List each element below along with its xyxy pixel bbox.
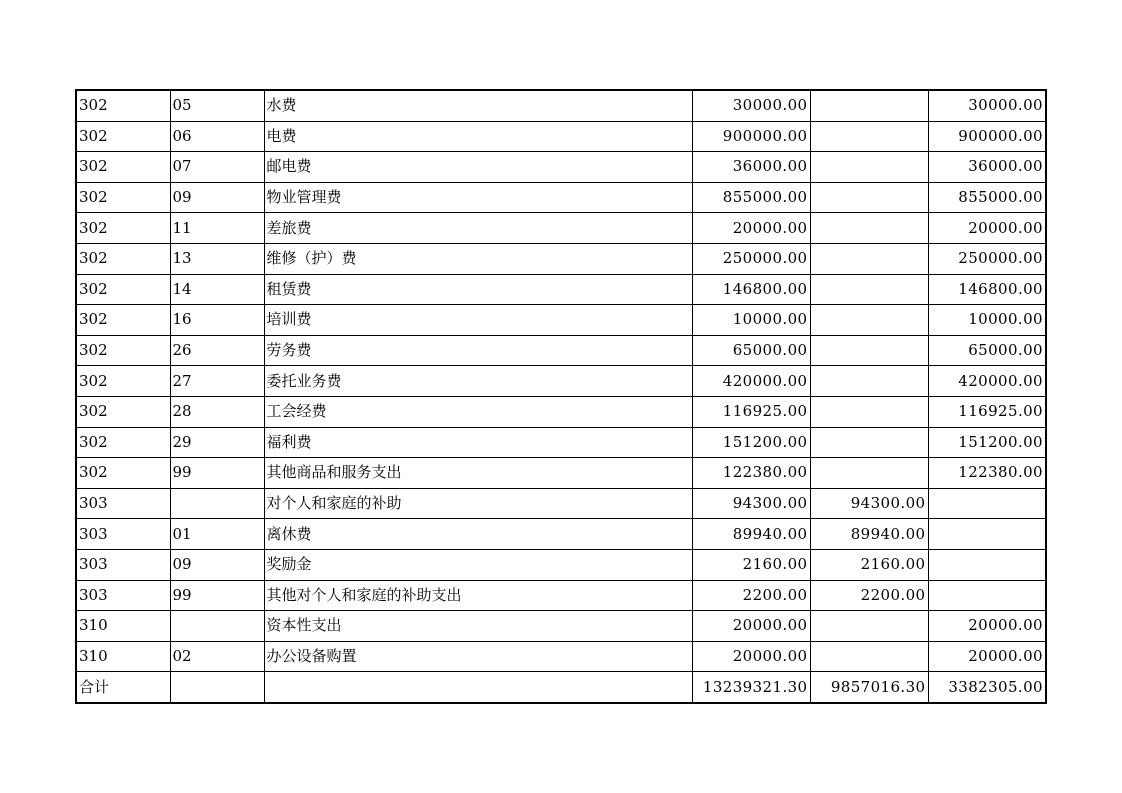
cell-item-code [170, 672, 264, 703]
table-row [76, 458, 1046, 489]
cell-class-code: 302 [76, 182, 170, 213]
cell-project-amount: 151200.00 [928, 427, 1046, 458]
cell-total-amount: 122380.00 [692, 458, 810, 489]
cell-total-amount: 116925.00 [692, 396, 810, 427]
cell-basic-amount [810, 121, 928, 152]
cell-project-amount: 855000.00 [928, 182, 1046, 213]
table-row [76, 213, 1046, 244]
cell-basic-amount [810, 152, 928, 183]
cell-class-code: 302 [76, 152, 170, 183]
cell-item-name: 离休费 [264, 519, 692, 550]
cell-item-name: 劳务费 [264, 335, 692, 366]
cell-item-code: 05 [170, 90, 264, 121]
cell-total-amount: 250000.00 [692, 243, 810, 274]
cell-class-code: 303 [76, 549, 170, 580]
cell-project-amount: 20000.00 [928, 641, 1046, 672]
cell-basic-amount: 9857016.30 [810, 672, 928, 703]
cell-basic-amount [810, 641, 928, 672]
cell-class-code: 302 [76, 121, 170, 152]
cell-project-amount [928, 519, 1046, 550]
table-row [76, 396, 1046, 427]
table-row [76, 243, 1046, 274]
cell-item-name: 维修（护）费 [264, 243, 692, 274]
cell-class-code: 302 [76, 213, 170, 244]
cell-basic-amount [810, 243, 928, 274]
cell-total-amount: 13239321.30 [692, 672, 810, 703]
cell-item-code: 02 [170, 641, 264, 672]
table-row [76, 611, 1046, 642]
cell-basic-amount [810, 427, 928, 458]
cell-item-name: 物业管理费 [264, 182, 692, 213]
cell-project-amount: 36000.00 [928, 152, 1046, 183]
cell-total-amount: 855000.00 [692, 182, 810, 213]
cell-project-amount: 3382305.00 [928, 672, 1046, 703]
cell-basic-amount: 2200.00 [810, 580, 928, 611]
cell-item-code: 06 [170, 121, 264, 152]
cell-class-code: 303 [76, 488, 170, 519]
cell-basic-amount [810, 396, 928, 427]
cell-class-code: 302 [76, 305, 170, 336]
cell-project-amount: 20000.00 [928, 611, 1046, 642]
cell-basic-amount [810, 213, 928, 244]
cell-item-code: 14 [170, 274, 264, 305]
cell-item-name: 资本性支出 [264, 611, 692, 642]
cell-class-code: 302 [76, 335, 170, 366]
cell-total-amount: 30000.00 [692, 90, 810, 121]
cell-total-amount: 36000.00 [692, 152, 810, 183]
cell-class-code: 302 [76, 243, 170, 274]
cell-item-code: 29 [170, 427, 264, 458]
cell-item-name: 奖励金 [264, 549, 692, 580]
cell-total-amount: 2160.00 [692, 549, 810, 580]
table-row [76, 427, 1046, 458]
table-row [76, 335, 1046, 366]
cell-item-code: 26 [170, 335, 264, 366]
cell-project-amount: 420000.00 [928, 366, 1046, 397]
cell-total-amount: 420000.00 [692, 366, 810, 397]
table-row [76, 182, 1046, 213]
table-row [76, 519, 1046, 550]
cell-item-name: 租赁费 [264, 274, 692, 305]
table-row [76, 152, 1046, 183]
cell-project-amount: 900000.00 [928, 121, 1046, 152]
cell-item-code: 99 [170, 580, 264, 611]
cell-total-amount: 65000.00 [692, 335, 810, 366]
cell-project-amount: 116925.00 [928, 396, 1046, 427]
table-row [76, 274, 1046, 305]
cell-item-code: 09 [170, 182, 264, 213]
cell-class-code: 302 [76, 274, 170, 305]
cell-item-code: 11 [170, 213, 264, 244]
table-row [76, 90, 1046, 121]
cell-project-amount [928, 580, 1046, 611]
cell-basic-amount [810, 90, 928, 121]
cell-item-name: 委托业务费 [264, 366, 692, 397]
table-row [76, 549, 1046, 580]
cell-item-name: 邮电费 [264, 152, 692, 183]
cell-item-name: 差旅费 [264, 213, 692, 244]
cell-item-code: 01 [170, 519, 264, 550]
cell-item-code: 07 [170, 152, 264, 183]
cell-class-code: 303 [76, 519, 170, 550]
cell-basic-amount [810, 335, 928, 366]
cell-class-code: 310 [76, 641, 170, 672]
table-row [76, 121, 1046, 152]
cell-total-amount: 20000.00 [692, 213, 810, 244]
cell-total-amount: 151200.00 [692, 427, 810, 458]
cell-item-name: 福利费 [264, 427, 692, 458]
cell-total-amount: 900000.00 [692, 121, 810, 152]
cell-basic-amount: 94300.00 [810, 488, 928, 519]
cell-total-amount: 2200.00 [692, 580, 810, 611]
cell-item-name: 培训费 [264, 305, 692, 336]
cell-basic-amount [810, 182, 928, 213]
cell-item-code: 09 [170, 549, 264, 580]
cell-basic-amount [810, 274, 928, 305]
cell-project-amount: 10000.00 [928, 305, 1046, 336]
cell-class-code: 302 [76, 366, 170, 397]
cell-basic-amount: 89940.00 [810, 519, 928, 550]
cell-item-name [264, 672, 692, 703]
cell-class-code: 302 [76, 427, 170, 458]
table-body [76, 90, 1046, 703]
table-row [76, 305, 1046, 336]
cell-total-amount: 10000.00 [692, 305, 810, 336]
cell-item-name: 水费 [264, 90, 692, 121]
cell-item-name: 工会经费 [264, 396, 692, 427]
table-row [76, 366, 1046, 397]
cell-item-name: 其他对个人和家庭的补助支出 [264, 580, 692, 611]
budget-table [75, 89, 1047, 704]
cell-basic-amount [810, 366, 928, 397]
cell-item-code: 99 [170, 458, 264, 489]
cell-basic-amount [810, 458, 928, 489]
cell-class-code: 302 [76, 396, 170, 427]
cell-class-code: 302 [76, 458, 170, 489]
cell-item-name: 电费 [264, 121, 692, 152]
cell-project-amount [928, 549, 1046, 580]
cell-class-code: 302 [76, 90, 170, 121]
cell-basic-amount: 2160.00 [810, 549, 928, 580]
cell-item-code: 16 [170, 305, 264, 336]
cell-basic-amount [810, 611, 928, 642]
cell-total-amount: 89940.00 [692, 519, 810, 550]
cell-item-code: 27 [170, 366, 264, 397]
table-row [76, 641, 1046, 672]
total-row [76, 672, 1046, 703]
cell-basic-amount [810, 305, 928, 336]
cell-project-amount: 65000.00 [928, 335, 1046, 366]
cell-item-code [170, 488, 264, 519]
cell-total-amount: 20000.00 [692, 641, 810, 672]
cell-project-amount [928, 488, 1046, 519]
cell-item-name: 办公设备购置 [264, 641, 692, 672]
cell-item-code [170, 611, 264, 642]
cell-item-name: 其他商品和服务支出 [264, 458, 692, 489]
cell-project-amount: 30000.00 [928, 90, 1046, 121]
cell-project-amount: 122380.00 [928, 458, 1046, 489]
cell-class-code: 合计 [76, 672, 170, 703]
cell-total-amount: 94300.00 [692, 488, 810, 519]
table-row [76, 580, 1046, 611]
cell-total-amount: 20000.00 [692, 611, 810, 642]
cell-project-amount: 250000.00 [928, 243, 1046, 274]
cell-total-amount: 146800.00 [692, 274, 810, 305]
cell-item-name: 对个人和家庭的补助 [264, 488, 692, 519]
cell-project-amount: 146800.00 [928, 274, 1046, 305]
cell-project-amount: 20000.00 [928, 213, 1046, 244]
cell-class-code: 303 [76, 580, 170, 611]
cell-item-code: 13 [170, 243, 264, 274]
cell-class-code: 310 [76, 611, 170, 642]
table-row [76, 488, 1046, 519]
cell-item-code: 28 [170, 396, 264, 427]
